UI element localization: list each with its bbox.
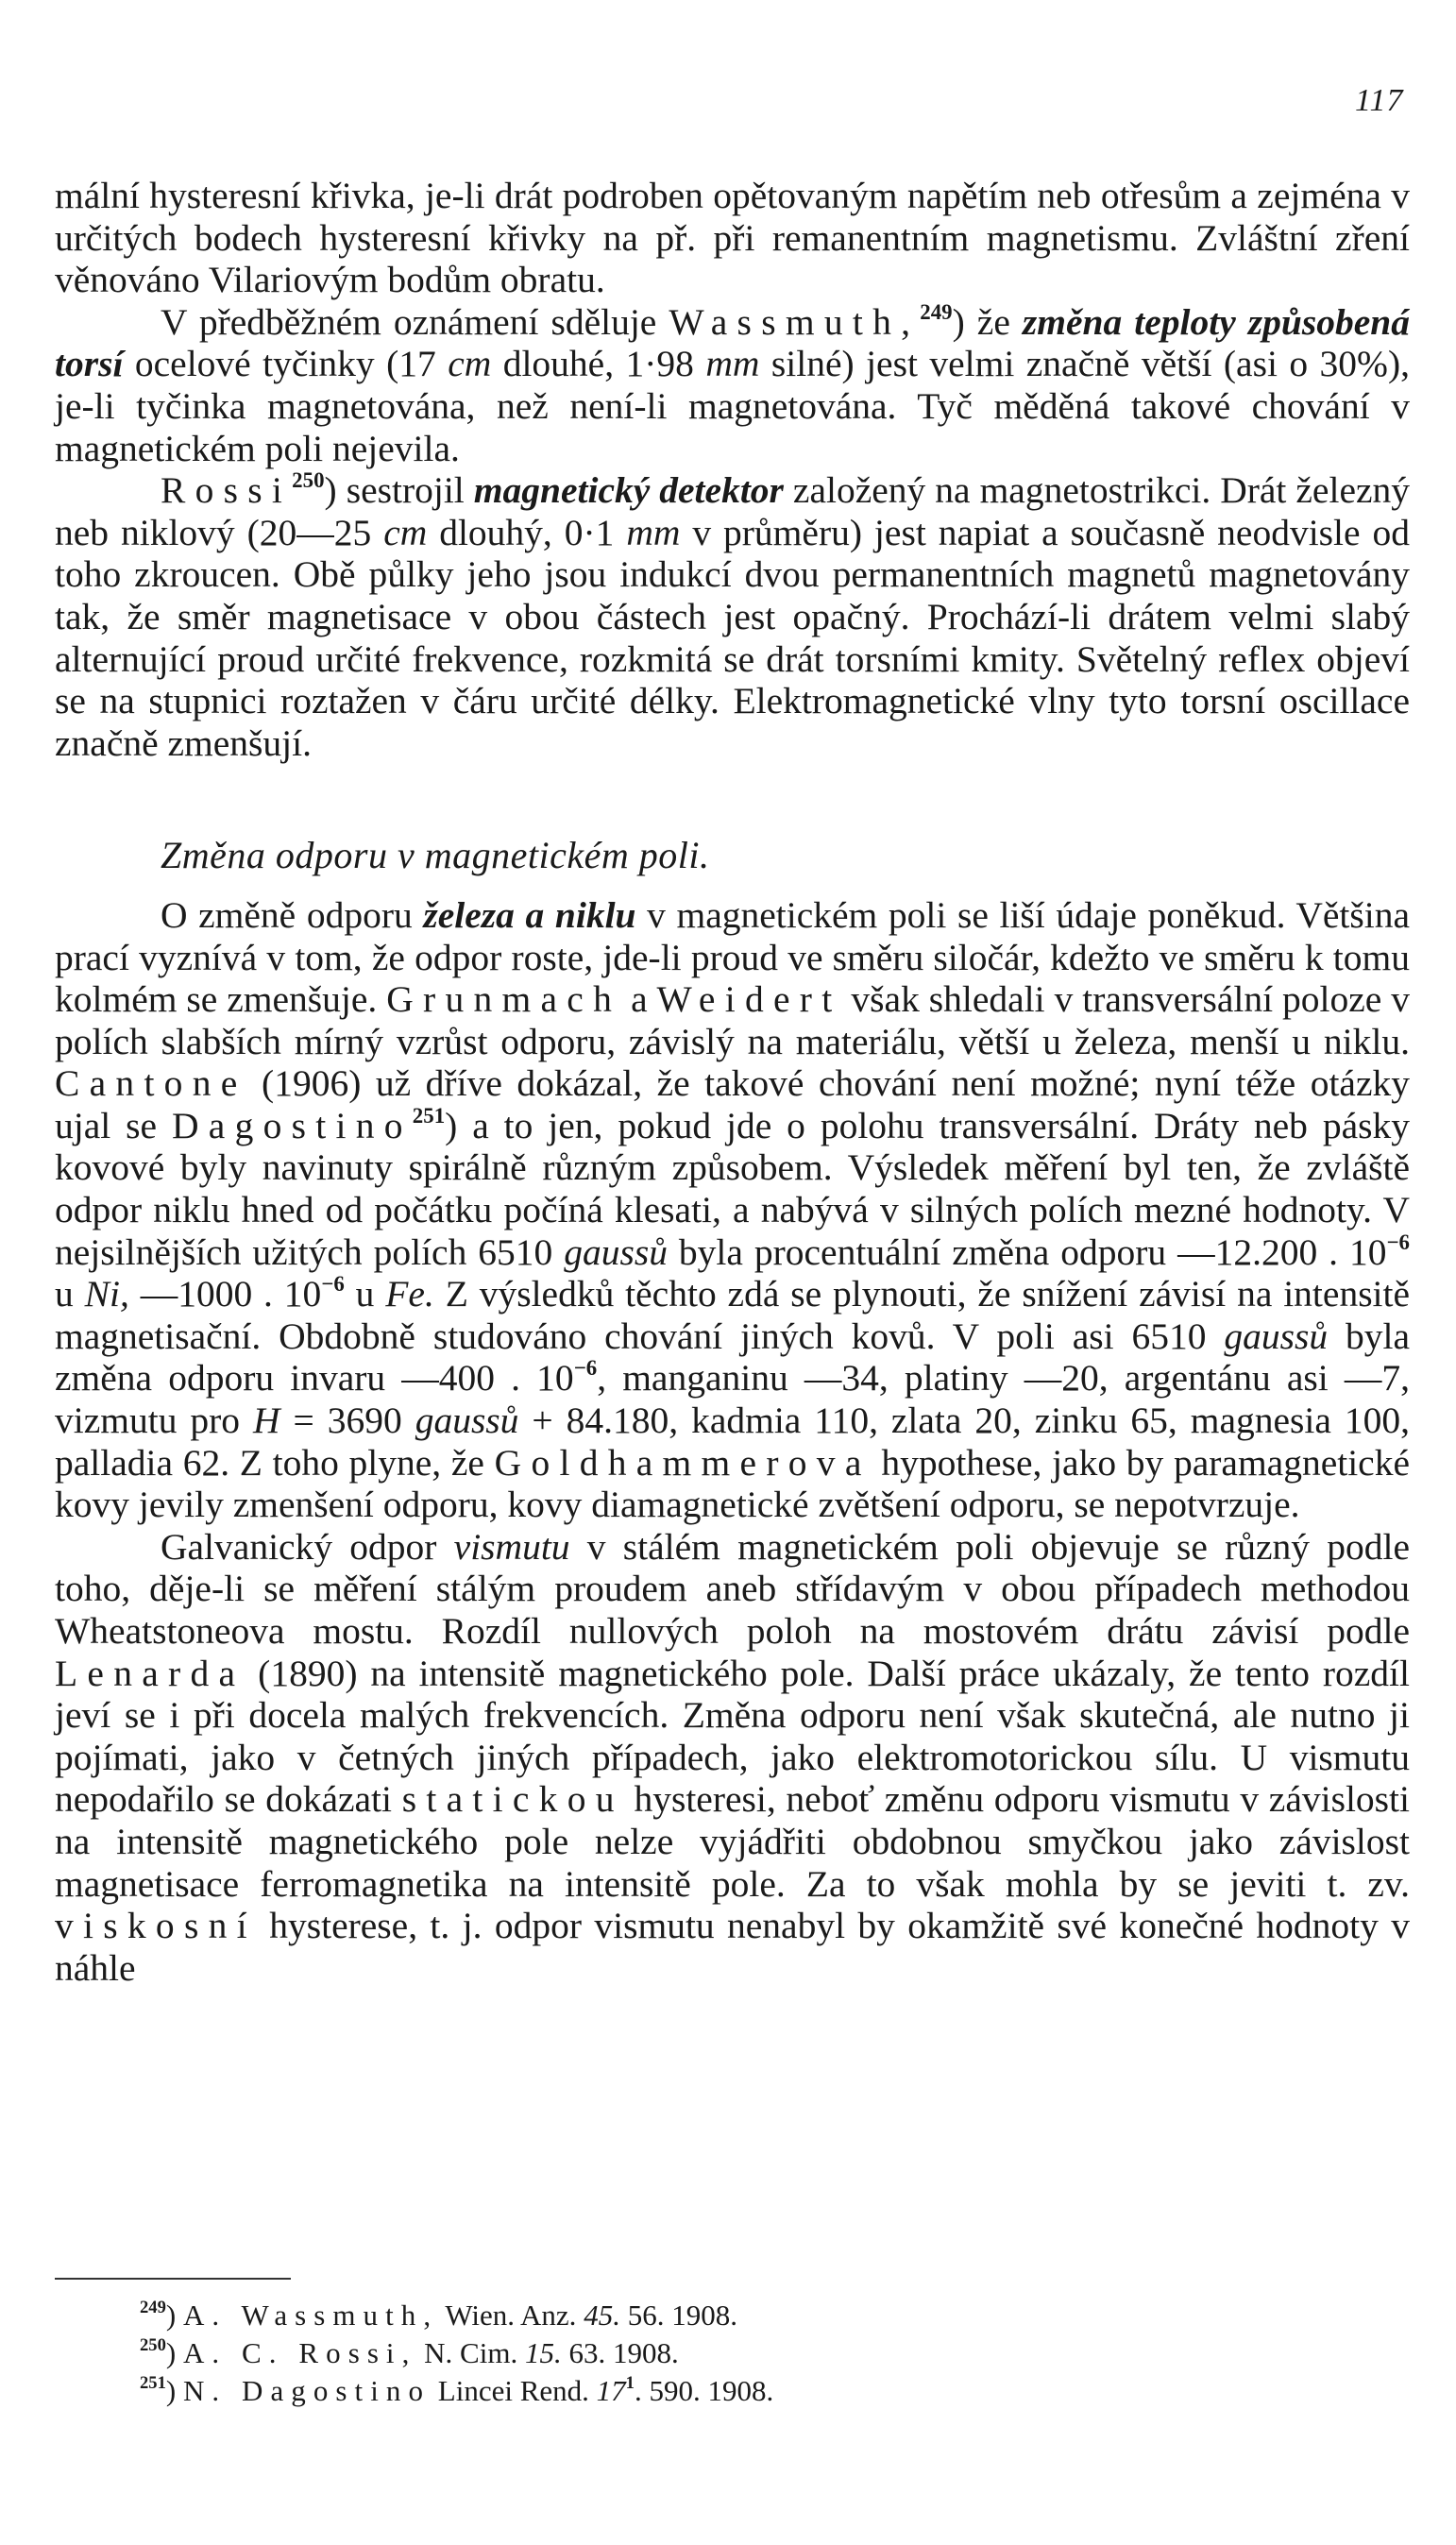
footnote-ref: 251 xyxy=(412,1103,446,1128)
author-name: Cantone xyxy=(55,1062,247,1105)
section-heading: Změna odporu v magnetickém poli. xyxy=(161,834,710,877)
paragraph-3: Rossi$^{250}$) sestrojil magnetický detektor založený na magnetostrikci. Drát železný neb niklový (20—25 cm dlouhý, 0·1 mm v průměru) jest napiat a současně neodvisle od toho zkroucen. Obě půlky jeho jsou indukcí dvou permanentních magnetů magnetovány tak, že směr magnetisace v obou částech jest opačný. Prochází-li drátem velmi slabý alternující proud určité frekvence, rozkmitá se drát torsními kmity. Světelný reflex objeví se na stupnici roztažen v čáru určité délky. Elektromagnetické vlny tyto torsní oscillace značně zmenšují. xyxy=(55,468,1411,764)
footnote-249: $^{249}$) A. Wassmuth, Wien. Anz. 45. 56. 1908. xyxy=(140,2297,737,2332)
footnote-251: $^{251}$) N. Dagostino Lincei Rend. $17^1$. 590. 1908. xyxy=(140,2372,774,2407)
paragraph-1: mální hysteresní křivka, je-li drát podroben opětovaným napětím neb otřesům a zejména v určitých bodech hysteresní křivky na př. při remanentním magnetismu. Zvláštní zření věnováno Vilariovým bodům obratu. xyxy=(55,175,1410,301)
body-text xyxy=(55,175,1410,1989)
footnote-ref: 250 xyxy=(292,468,325,493)
author-name: Lenarda xyxy=(55,1652,245,1694)
author-name: Grunmach xyxy=(386,978,622,1021)
page-number: 117 xyxy=(1355,83,1404,118)
paragraph-4: O změně odporu železa a niklu v magnetickém poli se liší údaje poněkud. Většina prací vyznívá v tom, že odpor roste, jde-li proud ve směru siločár, kdežto ve směru k tomu kolmém se zmenšuje. Grunmach a Weidert však shledali v transversální poloze v polích slabších mírný vzrůst odporu, závislý na materiálu, větší u železa, menší u niklu. Cantone (1906) už dříve dokázal, že takové chování není možné; nyní téže otázky ujal se Dagostino$^{251}$) a to jen, pokud jde o polohu transversální. Dráty neb pásky kovové byly navinuty spirálně různým způsobem. Výsledek měření byl ten, že zvláště odpor niklu hned od počátku počíná klesati, a nabývá v silných polích mezné hodnoty. V nejsilnějších užitých polích 6510 gaussů byla procentuální změna odporu —12.200 . $10^{-6}$ u Ni, —1000 . $10^{-6}$ u Fe. Z výsledků těchto zdá se plynouti, že snížení závisí na intensitě magnetisační. Obdobně studováno chování jiných kovů. V poli asi 6510 gaussů byla změna odporu invaru —400 . $10^{-6}$, manganinu —34, platiny —20, argentánu asi —7, vizmutu pro H = 3690 gaussů + 84.180, kadmia 110, zlata 20, zinku 65, magnesia 100, palladia 62. Z toho plyne, že Goldhammerova hypothese, jako by paramagnetické kovy jevily zmenšení odporu, kovy diamagnetické zvětšení odporu, se nepotvrzuje. xyxy=(55,893,1411,1526)
emphasis: magnetický detektor xyxy=(473,469,784,512)
author-name: Weidert xyxy=(656,978,842,1021)
author-name: Rossi xyxy=(161,469,293,512)
footnotes xyxy=(140,2297,1273,2410)
author-name: Dagostino xyxy=(171,1104,413,1146)
emphasis: vismutu xyxy=(453,1525,570,1568)
emphasis: železa a niklu xyxy=(423,893,636,936)
author-name: Goldhammerova xyxy=(494,1441,872,1484)
paragraph-2: V předběžném oznámení sděluje Wassmuth,$^{249}$) že změna teploty způsobená torsí ocelové tyčinky (17 cm dlouhé, 1·98 mm silné) jest velmi značně větší (asi o 30%), je-li tyčinka magnetována, než není-li magnetována. Tyč měděná takové chování v magnetickém poli nejevila. xyxy=(55,299,1411,469)
footnote-ref: 249 xyxy=(920,299,953,324)
footnote-divider xyxy=(55,2278,291,2280)
footnote-250: $^{250}$) A. C. Rossi, N. Cim. 15. 63. 1908. xyxy=(140,2334,679,2369)
paragraph-5: Galvanický odpor vismutu v stálém magnetickém poli objevuje se různý podle toho, děje-li se měření stálým proudem aneb střídavým v obou případech methodou Wheatstoneova mostu. Rozdíl nullových poloh na mostovém drátu závisí podle Lenarda (1890) na intensitě magnetického pole. Další práce ukázaly, že tento rozdíl jeví se i při docela malých frekvencích. Změna odporu není však skutečná, ale nutno ji pojímati, jako v četných jiných případech, jako elektromotorickou sílu. U vismutu nepodařilo se dokázati statickou hysteresi, neboť změnu odporu vismutu v závislosti na intensitě magnetického pole nelze vyjádřiti obdobnou smyčkou jako závislost magnetisace ferromagnetika na intensitě pole. Za to však mohla by se jeviti t. zv. viskosní hysterese, t. j. odpor vismutu nenabyl by okamžitě své konečné hodnoty v náhle xyxy=(55,1525,1410,1989)
emphasis: změna teploty způsobená torsí xyxy=(55,300,1411,385)
spaced-term: viskosní xyxy=(55,1905,257,1947)
spaced-term: statickou xyxy=(401,1778,624,1821)
author-name: Wassmuth, xyxy=(669,300,921,343)
